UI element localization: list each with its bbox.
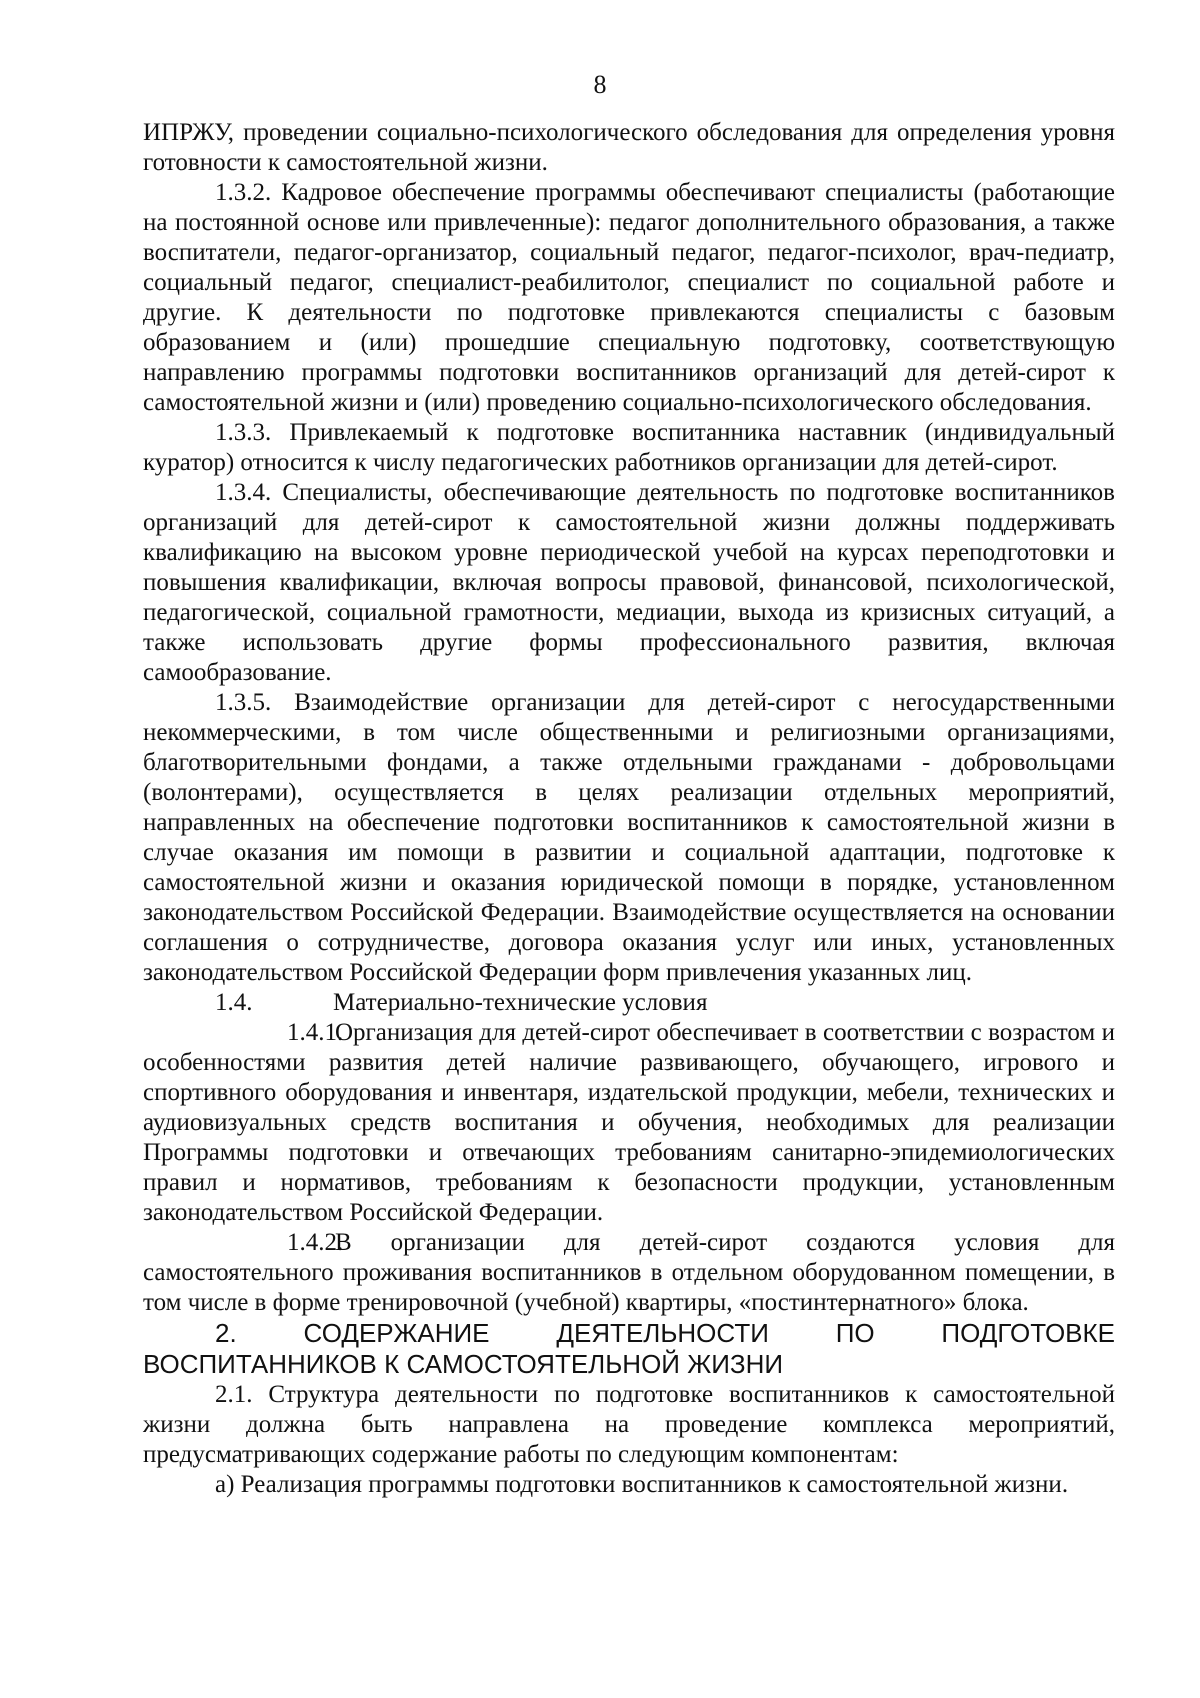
subsection-title: Материально-технические условия [333, 989, 708, 1016]
paragraph-item-a: а) Реализация программы подготовки воспитанников к самостоятельной жизни. [215, 1471, 1069, 1498]
paragraph-1-4-1 [143, 1018, 1115, 1228]
paragraph-number: 1.4.1. [287, 1019, 344, 1046]
section-heading-2: 2. СОДЕРЖАНИЕ ДЕЯТЕЛЬНОСТИ ПО ПОДГОТОВКЕ [215, 1318, 1115, 1348]
subsection-number: 1.4. [215, 989, 253, 1016]
paragraph-2-1: 2.1. Структура деятельности по подготовке воспитанников к самостоятельной жизни должна быть направлена на проведение комплекса мероприятий, предусматривающих содержание работы по следующим компонентам: [143, 1381, 1115, 1468]
page-number: 8 [593, 70, 607, 99]
paragraph-1-3-4: 1.3.4. Специалисты, обеспечивающие деятельность по подготовке воспитанников организаций для детей-сирот к самостоятельной жизни должны поддерживать квалификацию на высоком уровне периодической учебой на курсах переподготовки и повышения квалификации, включая вопросы правовой, финансовой, психологической, педагогической, социальной грамотности, медиации, выхода из кризисных ситуаций, а также использовать другие формы профессионального развития, включая самообразование. [143, 479, 1115, 686]
paragraph-number: 1.4.2. [287, 1229, 344, 1256]
paragraph-continuation: ИПРЖУ, проведении социально-психологического обследования для определения уровня готовности к самостоятельной жизни. [143, 119, 1115, 176]
subsection-heading-1-4 [143, 988, 1115, 1018]
paragraph-1-3-2: 1.3.2. Кадровое обеспечение программы обеспечивают специалисты (работающие на постоянной основе или привлеченные): педагог дополнительного образования, а также воспитатели, педагог-организатор, социальный педагог, педагог-психолог, врач-педиатр, социальный педагог, специалист-реабилитолог, специалист по социальной работе и другие. К деятельности по подготовке привлекаются специалисты с базовым образованием и (или) прошедшие специальную подготовку, соответствующую направлению программы подготовки воспитанников организаций для детей-сирот к самостоятельной жизни и (или) проведению социально-психологического обследования. [143, 179, 1115, 416]
paragraph-1-3-3: 1.3.3. Привлекаемый к подготовке воспитанника наставник (индивидуальный куратор) относится к числу педагогических работников организации для детей-сирот. [143, 419, 1115, 476]
paragraph-text: Организация для детей-сирот обеспечивает в соответствии с возрастом и особенностями развития детей наличие развивающего, обучающего, игрового и спортивного оборудования и инвентаря, издательской продукции, мебели, технических и аудиовизуальных средств воспитания и обучения, необходимых для реализации Программы подготовки и отвечающих требованиям санитарно-эпидемиологических правил и нормативов, требованиям к безопасности продукции, установленным законодательством Российской Федерации. [143, 1019, 1115, 1226]
section-heading-2-continued: ВОСПИТАННИКОВ К САМОСТОЯТЕЛЬНОЙ ЖИЗНИ [143, 1349, 784, 1379]
paragraph-text: В организации для детей-сирот создаются условия для самостоятельного проживания воспитанников в отдельном оборудованном помещении, в том числе в форме тренировочной (учебной) квартиры, «постинтернатного» блока. [143, 1229, 1115, 1316]
paragraph-1-3-5: 1.3.5. Взаимодействие организации для детей-сирот с негосударственными некоммерческими, в том числе общественными и религиозными организациями, благотворительными фондами, а также отдельными гражданами - добровольцами (волонтерами), осуществляется в целях реализации отдельных мероприятий, направленных на обеспечение подготовки воспитанников к самостоятельной жизни в случае оказания им помощи в развитии и социальной адаптации, подготовке к самостоятельной жизни и оказания юридической помощи в порядке, установленном законодательством Российской Федерации. Взаимодействие осуществляется на основании соглашения о сотрудничестве, договора оказания услуг или иных, установленных законодательством Российской Федерации форм привлечения указанных лиц. [143, 689, 1115, 986]
document-body [143, 118, 1115, 1500]
paragraph-1-4-2 [143, 1228, 1115, 1318]
